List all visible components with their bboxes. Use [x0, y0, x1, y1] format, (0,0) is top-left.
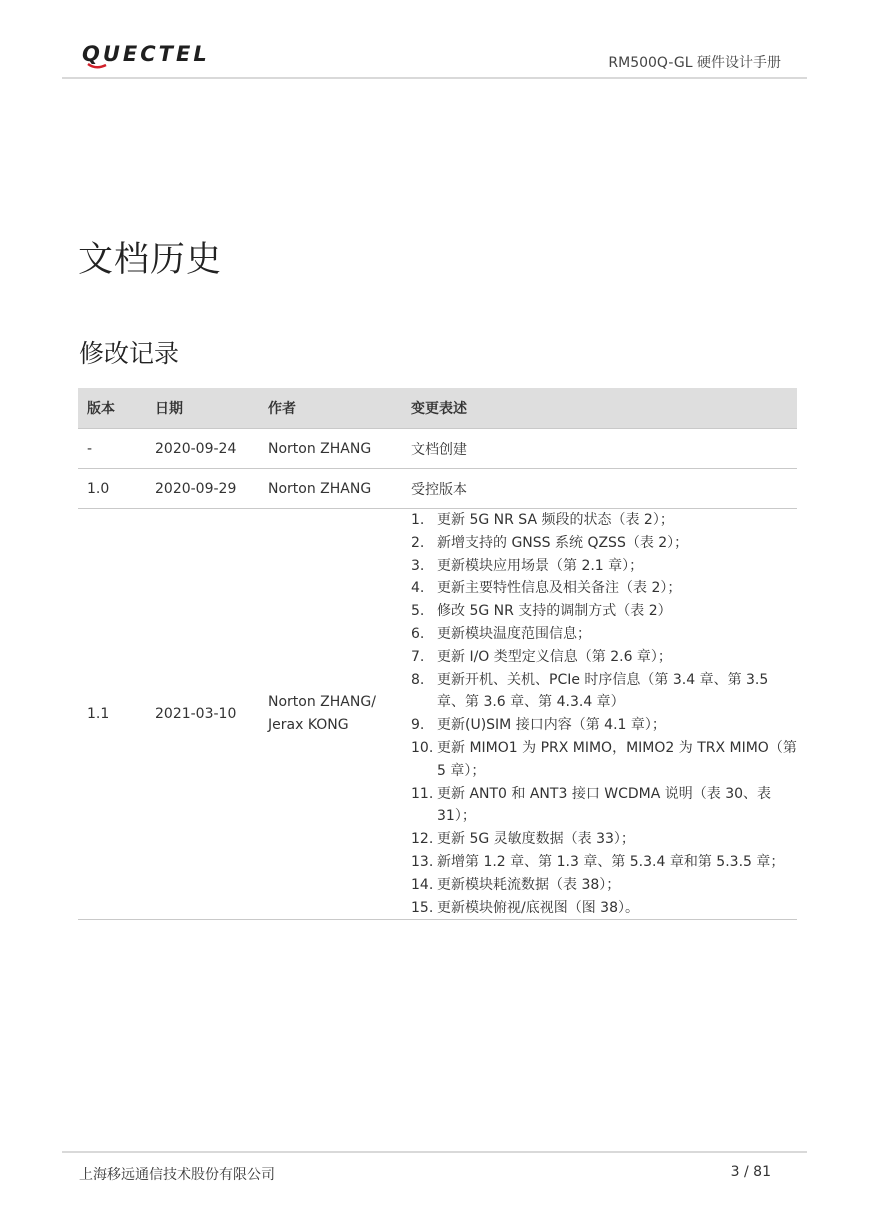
list-item [411, 737, 797, 783]
footer-divider [62, 1151, 807, 1153]
cell-version: 1.1 [78, 509, 146, 920]
item-number: 6. [411, 625, 425, 642]
quectel-logo [80, 40, 260, 74]
cell-author: Norton ZHANG [259, 469, 402, 509]
list-item [411, 851, 797, 874]
svg-text:QUECTEL: QUECTEL [82, 42, 210, 66]
item-text: 更新 5G 灵敏度数据（表 33）； [437, 831, 635, 848]
item-number: 13. [411, 853, 434, 870]
footer-company: 上海移远通信技术股份有限公司 [79, 1167, 275, 1183]
list-item [411, 600, 797, 623]
list-item [411, 532, 797, 555]
change-list [411, 509, 797, 919]
table-row [78, 429, 797, 469]
header-divider [62, 77, 807, 79]
header-description: 变更表述 [402, 388, 797, 429]
item-number: 1. [411, 512, 425, 528]
section-title: 修改记录 [79, 339, 180, 368]
list-item [411, 669, 797, 715]
list-item [411, 897, 797, 920]
cell-author [259, 509, 402, 920]
header-author: 作者 [259, 388, 402, 429]
cell-date: 2020-09-24 [146, 429, 259, 469]
page-title: 文档历史 [78, 240, 223, 280]
list-item [411, 828, 797, 851]
item-number: 5. [411, 603, 425, 620]
item-number: 7. [411, 648, 425, 665]
list-item [411, 714, 797, 737]
item-number: 9. [411, 717, 425, 734]
list-item [411, 623, 797, 646]
item-text: 更新 5G NR SA 频段的状态（表 2）； [437, 512, 674, 528]
item-number: 10. [411, 739, 434, 756]
table-row [78, 509, 797, 920]
item-text: 更新(U)SIM 接口内容（第 4.1 章）； [437, 717, 666, 734]
item-text: 新增第 1.2 章、第 1.3 章、第 5.3.4 章和第 5.3.5 章； [437, 853, 785, 870]
document-title: RM500Q-GL 硬件设计手册 [608, 55, 781, 71]
header-date: 日期 [146, 388, 259, 429]
cell-version: - [78, 429, 146, 469]
revision-table [78, 388, 797, 920]
item-number: 3. [411, 557, 425, 574]
item-text: 更新模块温度范围信息； [437, 625, 591, 642]
item-text: 更新 MIMO1 为 PRX MIMO，MIMO2 为 TRX MIMO（第 5 章）； [437, 739, 797, 779]
list-item [411, 555, 797, 578]
list-item [411, 874, 797, 897]
header-version: 版本 [78, 388, 146, 429]
cell-date: 2021-03-10 [146, 509, 259, 920]
author-line: Norton ZHANG/ [268, 694, 376, 711]
item-text: 更新开机、关机、PCIe 时序信息（第 3.4 章、第 3.5 章、第 3.6 章、第 4.3.4 章） [437, 671, 769, 711]
cell-description [402, 509, 797, 920]
list-item [411, 509, 797, 532]
item-number: 12. [411, 831, 434, 848]
item-number: 15. [411, 899, 434, 916]
page-number: 3 / 81 [730, 1164, 771, 1180]
item-number: 11. [411, 785, 434, 802]
item-text: 更新主要特性信息及相关备注（表 2）； [437, 580, 682, 597]
list-item [411, 646, 797, 669]
cell-description: 受控版本 [402, 469, 797, 509]
list-item [411, 577, 797, 600]
table-row [78, 469, 797, 509]
item-text: 修改 5G NR 支持的调制方式（表 2） [437, 603, 672, 620]
cell-version: 1.0 [78, 469, 146, 509]
cell-date: 2020-09-29 [146, 469, 259, 509]
item-text: 更新 ANT0 和 ANT3 接口 WCDMA 说明（表 30、表 31）； [437, 785, 772, 825]
item-number: 14. [411, 876, 434, 893]
cell-author: Norton ZHANG [259, 429, 402, 469]
item-number: 4. [411, 580, 425, 597]
item-text: 更新 I/O 类型定义信息（第 2.6 章）； [437, 648, 672, 665]
item-text: 更新模块俯视/底视图（图 38）。 [437, 899, 639, 916]
table-header-row [78, 388, 797, 429]
item-text: 新增支持的 GNSS 系统 QZSS（表 2）； [437, 534, 689, 551]
item-number: 8. [411, 671, 425, 688]
item-text: 更新模块应用场景（第 2.1 章）； [437, 557, 644, 574]
item-number: 2. [411, 534, 425, 551]
author-line: Jerax KONG [268, 717, 349, 734]
item-text: 更新模块耗流数据（表 38）； [437, 876, 621, 893]
list-item [411, 783, 797, 829]
cell-description: 文档创建 [402, 429, 797, 469]
